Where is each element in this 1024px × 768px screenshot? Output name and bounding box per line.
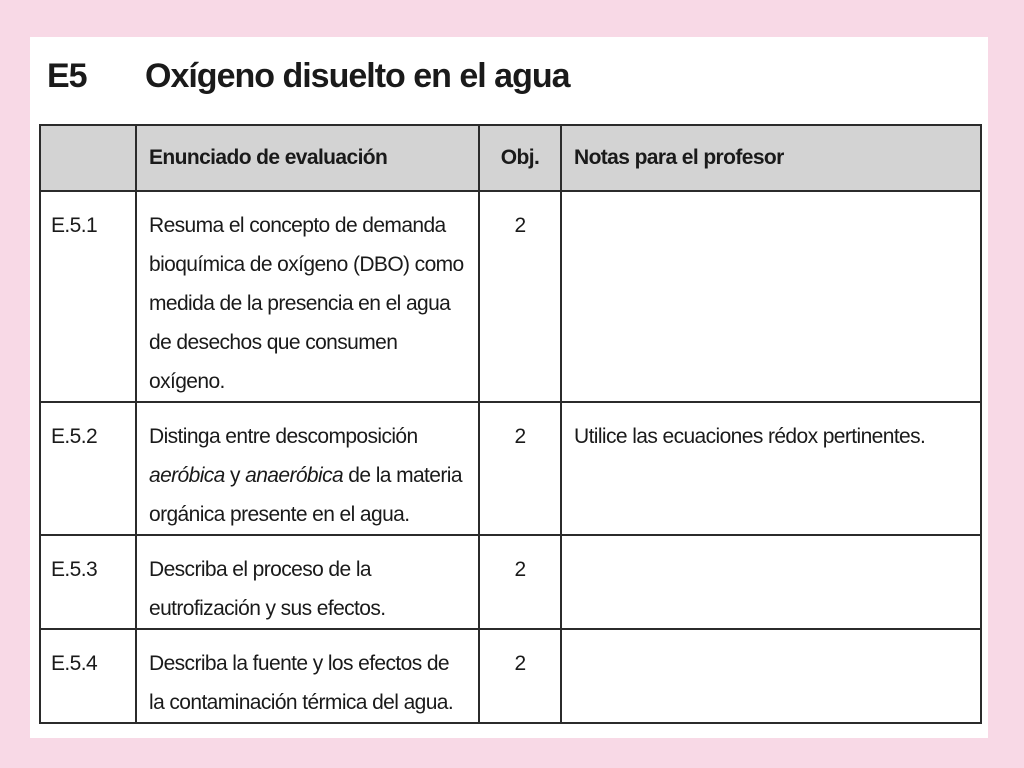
statement-emphasis: anaeróbica: [245, 464, 344, 487]
row-notes: [561, 535, 981, 629]
row-id: E.5.4: [40, 629, 136, 723]
table-header-row: [40, 125, 981, 191]
row-obj: 2: [479, 402, 561, 535]
document-sheet: [30, 37, 988, 738]
table-row: [40, 402, 981, 535]
assessment-table: [39, 124, 982, 724]
section-title: Oxígeno disuelto en el agua: [145, 56, 570, 95]
section-code: E5: [47, 56, 87, 95]
section-heading: [47, 51, 570, 101]
statement-emphasis: aeróbica: [149, 464, 225, 487]
row-statement: Describa la fuente y los efectos de la contaminación térmica del agua.: [136, 629, 479, 723]
header-id: [40, 125, 136, 191]
row-statement: Resuma el concepto de demanda bioquímica de oxígeno (DBO) como medida de la presencia en el agua de desechos que consumen oxígeno.: [136, 191, 479, 402]
statement-text: y: [224, 464, 246, 487]
row-id: E.5.2: [40, 402, 136, 535]
row-statement: [136, 402, 479, 535]
row-notes: [561, 629, 981, 723]
row-statement: Describa el proceso de la eutrofización y sus efectos.: [136, 535, 479, 629]
statement-text: Distinga entre descomposición: [149, 425, 418, 448]
row-id: E.5.3: [40, 535, 136, 629]
row-obj: 2: [479, 191, 561, 402]
table-row: [40, 191, 981, 402]
header-obj: Obj.: [479, 125, 561, 191]
statement-text: de la materia orgánica presente en el agua.: [149, 464, 462, 526]
row-obj: 2: [479, 535, 561, 629]
row-notes: [561, 191, 981, 402]
table-row: [40, 535, 981, 629]
row-obj: 2: [479, 629, 561, 723]
header-statement: Enunciado de evaluación: [136, 125, 479, 191]
header-notes: Notas para el profesor: [561, 125, 981, 191]
row-id: E.5.1: [40, 191, 136, 402]
table-row: [40, 629, 981, 723]
row-notes: Utilice las ecuaciones rédox pertinentes.: [561, 402, 981, 535]
